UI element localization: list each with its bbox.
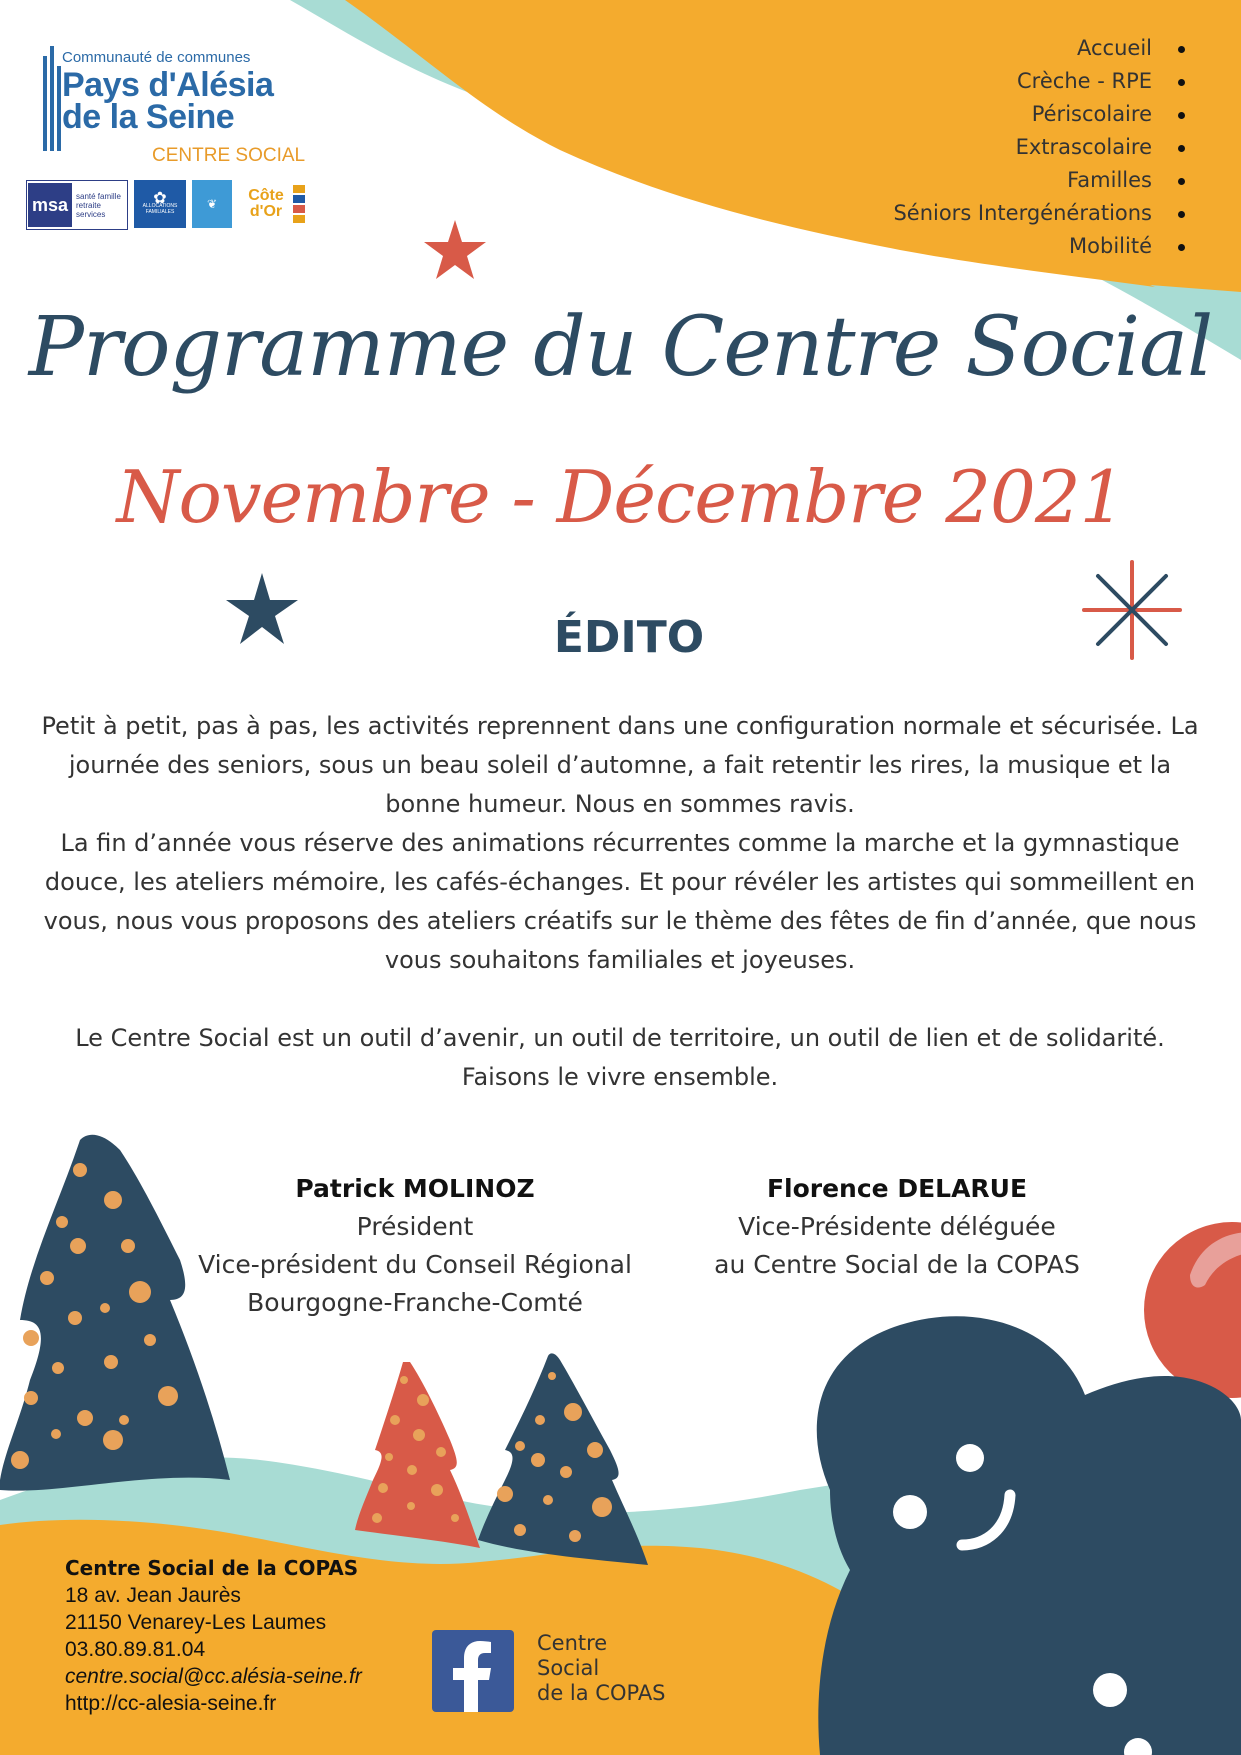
nav-item-label: Mobilité <box>1069 234 1152 258</box>
signature-role: Vice-Présidente déléguée <box>738 1212 1056 1241</box>
logo-emblem-icon <box>40 46 64 156</box>
edito-paragraph-2: La fin d’année vous réserve des animations récurrentes comme la marche et la gymnastique douce, les ateliers mémoire, les cafés-échanges. Et pour révéler les artistes qui sommeillent en vous, nous vous proposons des ateliers créatifs sur le thème des fêtes de fin d’année, que nous vous souhaitons familiales et joyeuses. <box>43 829 1197 974</box>
bullet-icon <box>1178 46 1185 53</box>
logo-line4: CENTRE SOCIAL <box>152 145 306 166</box>
red-ornament <box>1144 1222 1241 1398</box>
signature-role: Président <box>356 1212 474 1241</box>
navy-tree-middle <box>478 1353 648 1565</box>
caf-logo-text: ALLOCATIONS FAMILIALES <box>142 202 178 215</box>
signature-role: Bourgogne-Franche-Comté <box>247 1288 583 1317</box>
caf-flower-icon: ✿ <box>153 189 167 207</box>
bullet-icon <box>1178 145 1185 152</box>
facebook-label-line: Centre <box>537 1631 608 1655</box>
nav-list <box>893 32 1185 263</box>
nav-item-creche[interactable] <box>893 65 1185 98</box>
logo-line1: Communauté de communes <box>62 49 251 66</box>
signature-president <box>198 1170 632 1322</box>
alesia-logo <box>192 180 232 228</box>
signature-role: au Centre Social de la COPAS <box>714 1250 1080 1279</box>
big-tree-left <box>0 1135 230 1491</box>
nav-item-periscolaire[interactable] <box>893 98 1185 131</box>
nav-item-label: Accueil <box>1077 36 1152 60</box>
alesia-logo-icon: ❦ <box>206 196 218 211</box>
nav-item-extrascolaire[interactable] <box>893 131 1185 164</box>
edito-paragraph-1: Petit à petit, pas à pas, les activités reprennent dans une configuration normale et sécurisée. La journée des seniors, sous un beau soleil d’automne, a fait retentir les rires, la musique et la bonne humeur. Nous en sommes ravis. <box>41 712 1199 818</box>
facebook-page-link[interactable] <box>537 1631 666 1706</box>
nav-item-accueil[interactable] <box>893 32 1185 65</box>
logo-line2: Pays d'Alésia <box>62 66 274 104</box>
cote-dor-text: Côte d'Or <box>248 187 284 220</box>
signature-name: Patrick MOLINOZ <box>295 1174 535 1203</box>
footer-address-line: 18 av. Jean Jaurès <box>65 1584 241 1607</box>
red-star-icon <box>424 220 486 279</box>
nav-item-label: Séniors Intergénérations <box>893 201 1152 225</box>
bullet-icon <box>1178 112 1185 119</box>
footer-website-link[interactable]: http://cc-alesia-seine.fr <box>65 1692 277 1715</box>
nav-item-seniors[interactable] <box>893 197 1185 230</box>
footer-name: Centre Social de la COPAS <box>65 1556 359 1580</box>
cote-dor-stripes <box>293 185 305 223</box>
gingerbread-man <box>817 1316 1241 1755</box>
signature-vice-president <box>714 1170 1080 1284</box>
nav-item-label: Familles <box>1067 168 1152 192</box>
edito-paragraph-3: Le Centre Social est un outil d’avenir, un outil de territoire, un outil de lien et de solidarité. Faisons le vivre ensemble. <box>75 1024 1165 1091</box>
facebook-f-glyph <box>432 1630 514 1712</box>
nav-item-label: Extrascolaire <box>1015 135 1152 159</box>
facebook-label-line: de la COPAS <box>537 1681 666 1705</box>
bullet-icon <box>1178 79 1185 86</box>
footer-contact <box>65 1555 362 1717</box>
nav-item-mobilite[interactable] <box>893 230 1185 263</box>
nav-item-label: Périscolaire <box>1031 102 1152 126</box>
facebook-label-line: Social <box>537 1656 600 1680</box>
bullet-icon <box>1178 244 1185 251</box>
page-title: Programme du Centre Social <box>28 300 1213 395</box>
page-subtitle: Novembre - Décembre 2021 <box>116 455 1125 539</box>
bullet-icon <box>1178 211 1185 218</box>
caf-logo <box>134 180 186 228</box>
red-tree <box>355 1362 480 1548</box>
signature-role: Vice-président du Conseil Régional <box>198 1250 632 1279</box>
partner-logos <box>26 180 308 230</box>
msa-logo-text: santé famille retraite services <box>76 191 121 219</box>
nav-item-label: Crèche - RPE <box>1017 69 1152 93</box>
cote-dor-logo <box>238 180 308 228</box>
edito-heading: ÉDITO <box>553 612 705 663</box>
footer-email-link[interactable]: centre.social@cc.alésia-seine.fr <box>65 1665 362 1688</box>
facebook-icon[interactable] <box>432 1630 514 1712</box>
footer-address-line: 21150 Venarey-Les Laumes <box>65 1611 327 1634</box>
footer-phone: 03.80.89.81.04 <box>65 1638 206 1661</box>
logo-line3: de la Seine <box>62 98 235 136</box>
nav-item-familles[interactable] <box>893 164 1185 197</box>
signature-name: Florence DELARUE <box>766 1174 1028 1203</box>
msa-logo <box>26 180 128 230</box>
bullet-icon <box>1178 178 1185 185</box>
msa-logo-mark: msa <box>28 183 72 227</box>
